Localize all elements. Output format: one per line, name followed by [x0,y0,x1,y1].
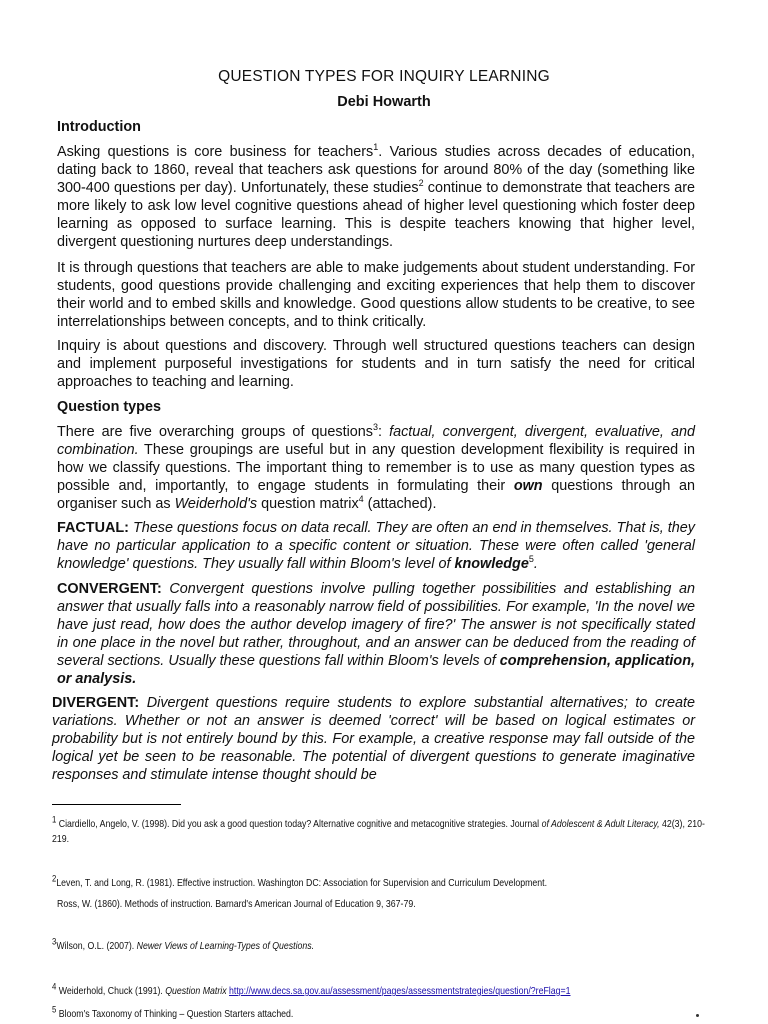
page-mark [696,1014,699,1017]
footnote-ref-2: 2 [418,178,424,189]
footnote-4: $^4$ Weiderhold, Chuck (1991). Question Matrix http://www.decs.sa.gov.au/assessment/pages/assessmentstrategies/question/?reFlag=1 [52,981,571,997]
intro-paragraph-3: Inquiry is about questions and discovery. Through well structured questions teachers can design and implement purposeful investigations for students and in turn satisfy the need for critical approaches to teaching and learning. [57,338,695,390]
intro-paragraph-1: Asking questions is core business for teachers$^1$. Various studies across decades of education, dating back to 1860, reveal that teachers ask questions for around 80% of the day (something like 300-400 questions per day). Unfortunately, these studies$^2$ continue to demonstrate that teachers are more likely to ask low level cognitive questions ahead of higher level questioning which foster deep learning as opposed to surface learning. This is despite teachers knowing that higher level, divergent questioning nurtures deep understandings. [57,142,695,250]
question-matrix-link[interactable]: http://www.decs.sa.gov.au/assessment/pages/assessmentstrategies/question/?reFlag=1 [229,986,571,997]
footnote-5: $^5$ Bloom's Taxonomy of Thinking – Question Starters attached. [52,1004,294,1020]
footnote-3: $^3$Wilson, O.L. (2007). Newer Views of Learning-Types of Questions. [52,936,315,952]
question-types-heading: Question types [57,399,161,415]
question-types-paragraph: There are five overarching groups of questions$^3$: factual, convergent, divergent, evaluative, and combination. These groupings are useful but in any question development flexibility is required in how we classify questions. The important thing to remember is to use as many question types as possible and, importantly, to engage students in formulating their own questions through an organiser such as Weiderhold's question matrix$^4$ (attached). [57,422,695,512]
document-title: QUESTION TYPES FOR INQUIRY LEARNING [218,68,550,85]
footnote-2-ross: Ross, W. (1860). Methods of instruction. Barnard's American Journal of Education 9, 367-79. [57,899,416,910]
footnote-separator [52,804,181,805]
divergent-label: DIVERGENT: [52,695,140,711]
convergent-paragraph: CONVERGENT: Convergent questions involve pulling together possibilities and establishing an answer that usually falls into a reasonably narrow field of possibilities. For example, 'In the novel we have just read, how does the author develop imagery of fire?' The answer is not specifically stated in one place in the novel but rather, throughout, and an answer can be deduced from the reading of several sections. Usually these questions fall within Bloom's levels of comprehension, application, or analysis. [57,581,695,687]
divergent-paragraph: DIVERGENT: Divergent questions require students to explore substantial alternatives; to create variations. Whether or not an answer is deemed 'correct' will be based on logical estimates or probability but is not entirely bound by this. For example, a creative response may fall outside of the logical yet be seen to be reasonable. The potential of divergent questions to generate imaginative responses and stimulate intense thought should be [52,695,695,783]
footnote-1: $^1$ Ciardiello, Angelo, V. (1998). Did you ask a good question today? Alternative cognitive and metacognitive strategies. Journal of Adolescent & Adult Literacy, 42(3), 210-219. [52,814,705,845]
footnote-2: $^2$Leven, T. and Long, R. (1981). Effective instruction. Washington DC: Association for Supervision and Curriculum Development. [52,873,548,889]
document-author: Debi Howarth [337,94,431,110]
introduction-heading: Introduction [57,119,141,135]
factual-paragraph: FACTUAL: These questions focus on data recall. They are often an end in themselves. That is, they have no particular application to a specific content or situation. These were often called 'general knowledge' questions. They usually fall within Bloom's level of knowledge$^5$. [57,520,695,572]
footnote-ref-5: 5 [528,554,534,565]
footnote-ref-3: 3 [373,422,379,433]
factual-label: FACTUAL: [57,520,129,536]
convergent-label: CONVERGENT: [57,581,162,597]
footnote-ref-4: 4 [358,494,364,505]
intro-paragraph-2: It is through questions that teachers are able to make judgements about student understanding. For students, good questions provide challenging and exciting experiences that help them to discover their world and to embed skills and knowledge. Good questions allow students to be creative, to see interrelationships between concepts, and to think critically. [57,260,695,330]
footnote-ref-1: 1 [373,142,379,153]
